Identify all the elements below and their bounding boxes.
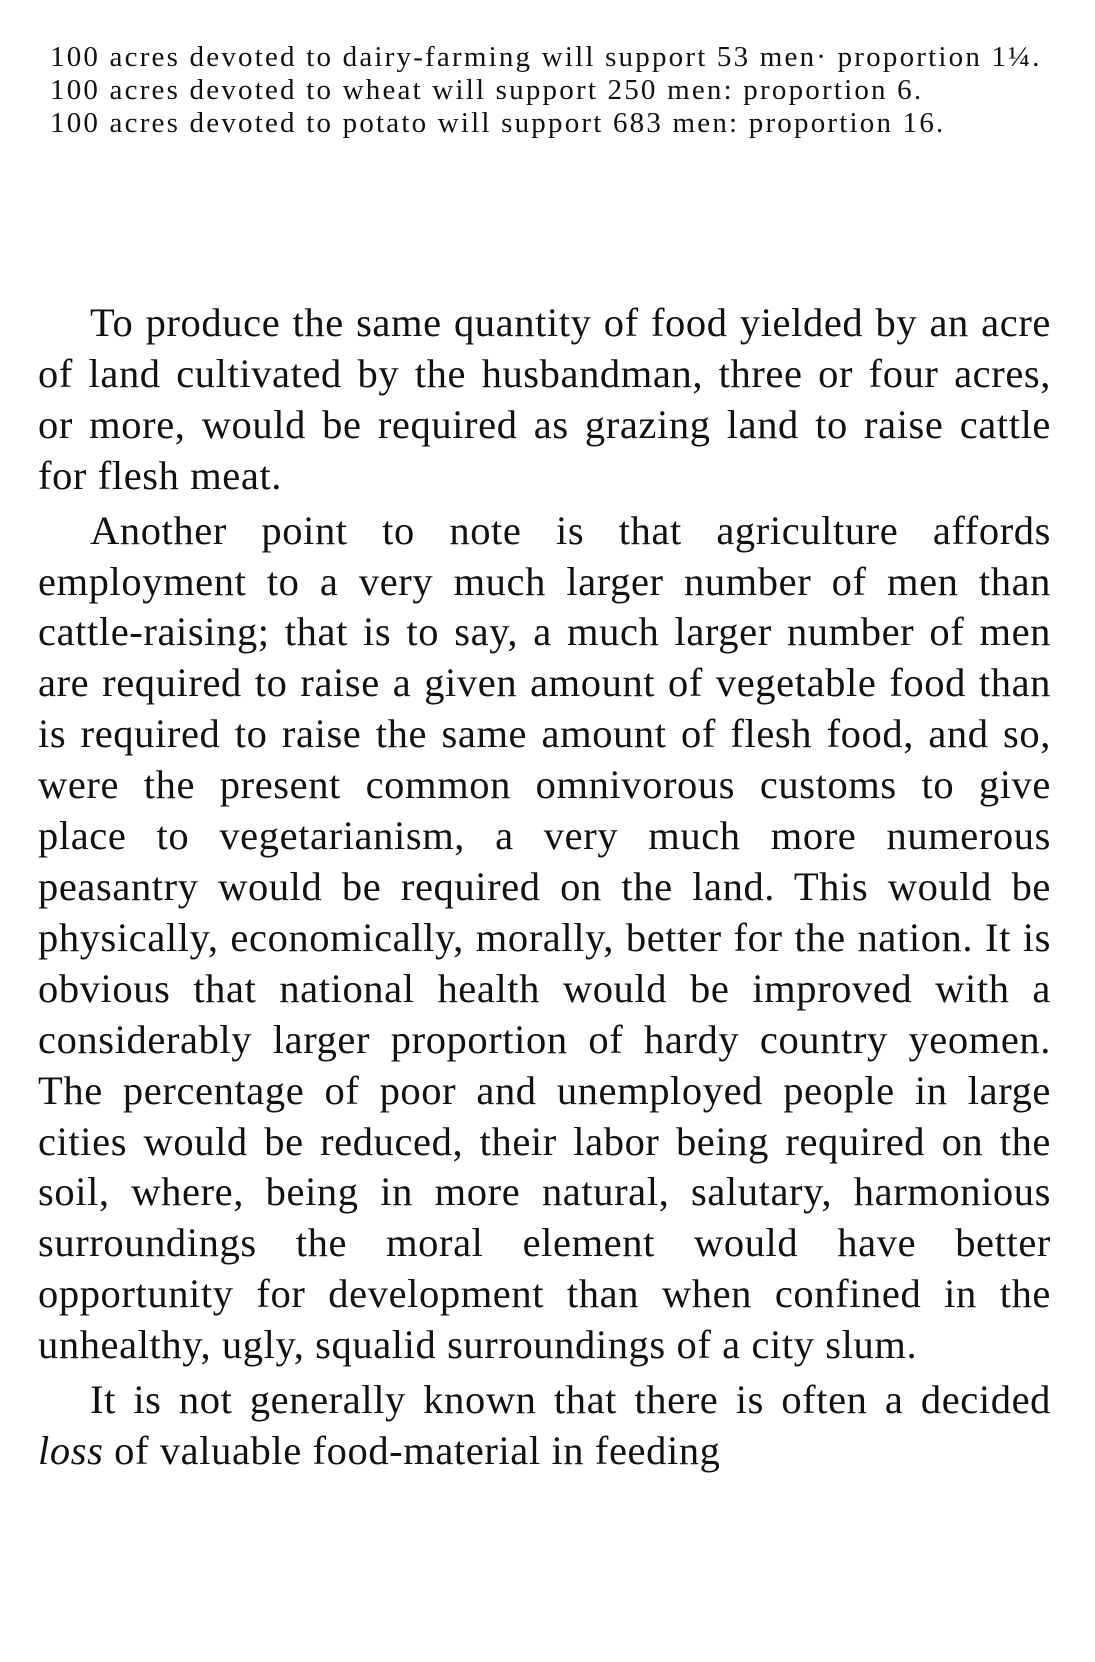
emphasis-loss: loss — [38, 1427, 104, 1473]
paragraph-food-loss — [38, 1375, 1051, 1477]
paragraph-agriculture-employment: Another point to note is that agriculture affords employment to a very much larger number of men than cattle-raising; that is to say, a much larger number of men are required to raise a given amount of vegetable food than is required to raise the same amount of flesh food, and so, were the present common omnivorous customs to give place to vegetarianism, a very much more numerous peasantry would be required on the land. This would be physically, economically, morally, better for the nation. It is obvious that national health would be improved with a considerably larger proportion of hardy country yeomen. The percentage of poor and unemployed people in large cities would be reduced, their labor being required on the soil, where, being in more natural, salutary, harmonious surroundings the moral element would have better opportunity for development than when confined in the unhealthy, ugly, squalid surroundings of a city slum. — [38, 507, 1051, 1368]
paragraph-food-loss-start: It is not generally known that there is often a decided — [90, 1377, 1051, 1423]
body-text — [38, 298, 1051, 1477]
stat-dairy-farming: 100 acres devoted to dairy-farming will support 53 men· proportion 1¼. — [50, 41, 1042, 73]
paragraph-grazing-land: To produce the same quantity of food yielded by an acre of land cultivated by the husbandman, three or four acres, or more, would be required as grazing land to raise cattle for flesh meat. — [38, 300, 1051, 498]
stat-potato: 100 acres devoted to potato will support 683 men: proportion 16. — [50, 107, 946, 139]
acreage-support-list — [50, 42, 1050, 141]
paragraph-food-loss-end: of valuable food-material in feeding — [103, 1427, 721, 1473]
stat-wheat: 100 acres devoted to wheat will support 250 men: proportion 6. — [50, 74, 924, 106]
